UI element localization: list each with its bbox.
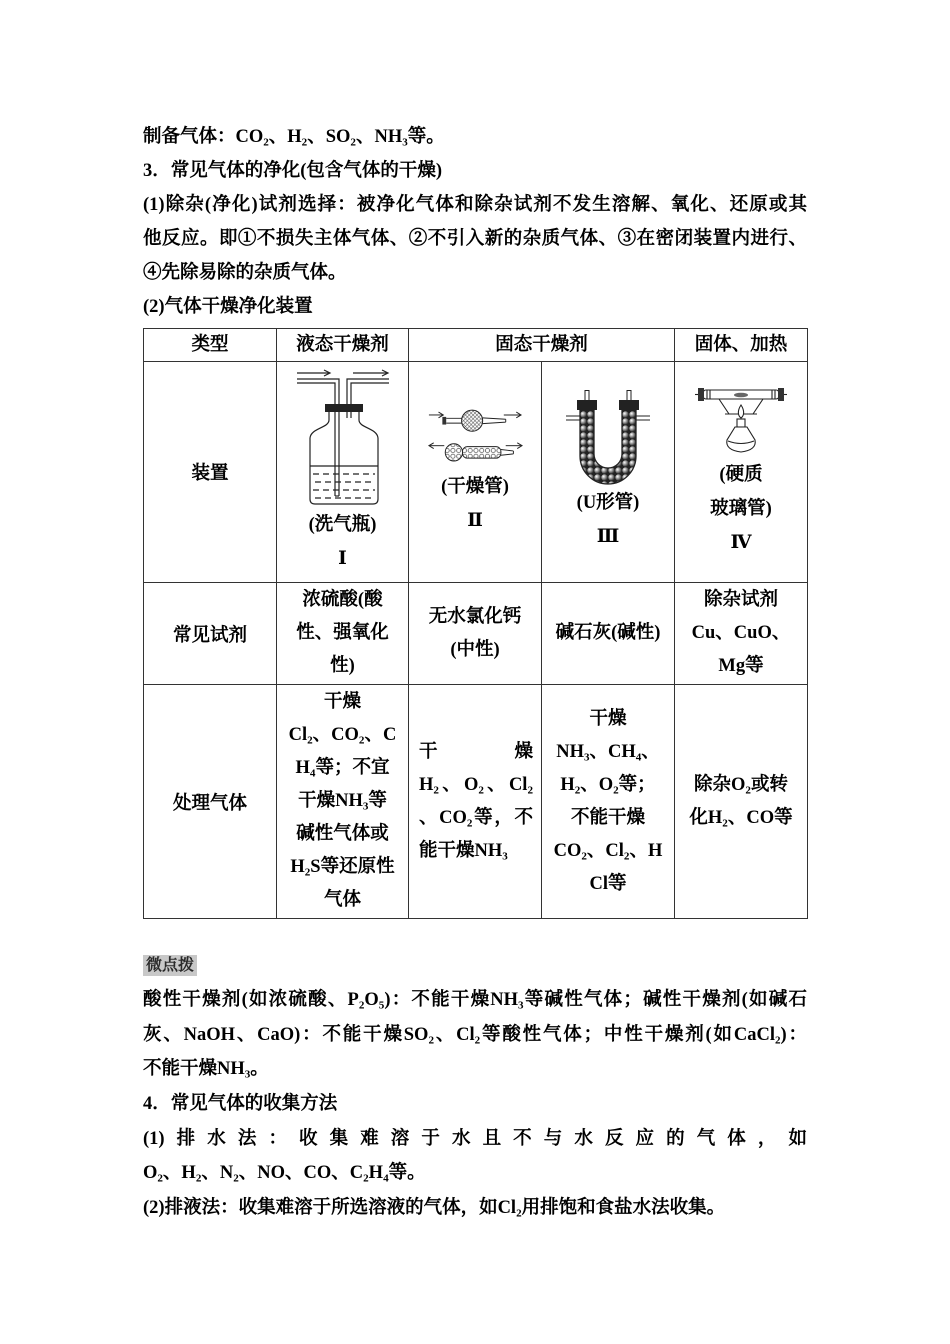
drying-tube-diagram bbox=[427, 406, 523, 470]
gases-solid-heating-line: 化H₂、CO等 bbox=[689, 807, 793, 828]
gases-liquid-line: 干燥 bbox=[323, 692, 361, 712]
gases-solid-basic-line: 干燥 bbox=[589, 708, 627, 729]
gases-solid-basic-line: NH₃、CH₄、 bbox=[556, 741, 660, 762]
gases-solid-basic-line: 不能干燥 bbox=[571, 807, 646, 828]
gases-liquid-line: H₄等；不宜 bbox=[295, 758, 390, 778]
reagent-solid-neutral-line: 无水氯化钙 bbox=[428, 606, 522, 627]
cell-hard-glass-tube bbox=[675, 362, 808, 583]
section-3-item-2: (2)气体干燥净化装置 bbox=[143, 297, 313, 317]
u-tube-diagram bbox=[566, 390, 650, 486]
cell-wash-bottle bbox=[277, 362, 409, 583]
header-type: 类型 bbox=[144, 329, 277, 362]
section-4-item-1-line-2: O₂、H₂、N₂、NO、CO、C₂H₄等。 bbox=[143, 1163, 426, 1184]
u-tube-numeral: Ⅲ bbox=[596, 527, 620, 547]
cell-gases-solid-neutral bbox=[409, 685, 542, 919]
u-tube-figure bbox=[546, 390, 670, 486]
gases-solid-neutral-line: 、CO₂等，不 bbox=[419, 807, 533, 828]
cell-reagent-solid-basic bbox=[542, 583, 675, 685]
reagent-liquid-line: 浓硫酸(酸 bbox=[302, 590, 383, 610]
gases-solid-heating-line: 除杂O₂或转 bbox=[694, 774, 788, 795]
hard-glass-tube-numeral: Ⅳ bbox=[730, 533, 752, 553]
wash-bottle-caption: (洗气瓶) bbox=[308, 515, 377, 535]
tip-badge: 微点拨 bbox=[143, 955, 197, 976]
cell-gases-solid-basic bbox=[542, 685, 675, 919]
gas-drying-apparatus-table bbox=[143, 328, 808, 919]
gases-liquid-line: 碱性气体或 bbox=[296, 824, 389, 844]
intro-line: 制备气体：CO₂、H₂、SO₂、NH₃等。 bbox=[143, 127, 445, 147]
cell-reagent-solid-neutral bbox=[409, 583, 542, 685]
table-header-row bbox=[144, 329, 808, 362]
table-row-apparatus bbox=[144, 362, 808, 583]
reagent-solid-basic-line: 碱石灰(碱性) bbox=[555, 623, 661, 643]
section-3-heading: 3．常见气体的净化(包含气体的干燥) bbox=[143, 161, 443, 181]
upper-text-section bbox=[143, 120, 807, 324]
cell-reagent-solid-heating bbox=[675, 583, 808, 685]
header-liquid-desiccant: 液态干燥剂 bbox=[277, 329, 409, 362]
section-3-item-1-line-2: 他反应。即①不损失主体气体、②不引入新的杂质气体、③在密闭装置内进行、 bbox=[143, 229, 807, 249]
row-label-apparatus: 装置 bbox=[144, 362, 277, 583]
section-4-heading: 4．常见气体的收集方法 bbox=[143, 1094, 338, 1115]
gases-solid-neutral-line: 能干燥NH₃ bbox=[419, 840, 508, 861]
section-3-item-1-line-3: ④先除易除的杂质气体。 bbox=[143, 263, 347, 283]
section-4-item-1-line-1: (1)排水法：收集难溶于水且不与水反应的气体，如 bbox=[143, 1128, 807, 1149]
cell-reagent-liquid bbox=[277, 583, 409, 685]
gases-solid-basic-line: H₂、O₂等； bbox=[560, 774, 656, 795]
gases-liquid-line: 气体 bbox=[323, 890, 361, 910]
wash-bottle-figure bbox=[281, 368, 404, 508]
row-label-gases: 处理气体 bbox=[144, 685, 277, 919]
gases-liquid-line: Cl₂、CO₂、C bbox=[288, 725, 397, 745]
hard-glass-tube-caption-line-2: 玻璃管) bbox=[710, 499, 772, 519]
drying-tube-numeral: Ⅱ bbox=[467, 511, 483, 531]
wash-bottle-numeral: Ⅰ bbox=[338, 549, 347, 569]
reagent-solid-neutral-line: (中性) bbox=[450, 639, 500, 660]
cell-gases-solid-heating bbox=[675, 685, 808, 919]
gases-solid-neutral-line: 干燥 bbox=[419, 741, 533, 762]
reagent-solid-heating-line: Cu、CuO、 bbox=[691, 623, 791, 643]
hard-glass-tube-caption-line-1: (硬质 bbox=[719, 465, 763, 485]
cell-gases-liquid bbox=[277, 685, 409, 919]
cell-drying-tube bbox=[409, 362, 542, 583]
gases-liquid-line: 干燥NH₃等 bbox=[298, 791, 387, 811]
reagent-solid-heating-line: Mg等 bbox=[718, 656, 764, 676]
header-solid-heating: 固体、加热 bbox=[675, 329, 808, 362]
section-4-item-2: (2)排液法：收集难溶于所选溶液的气体，如Cl₂用排饱和食盐水法收集。 bbox=[143, 1198, 726, 1219]
hard-glass-tube-figure bbox=[679, 384, 803, 458]
wash-bottle-diagram bbox=[293, 368, 393, 508]
reagent-solid-heating-line: 除杂试剂 bbox=[704, 590, 779, 610]
cell-u-tube bbox=[542, 362, 675, 583]
row-label-reagents: 常见试剂 bbox=[144, 583, 277, 685]
tip-line-2: 灰、NaOH、CaO)：不能干燥SO₂、Cl₂等酸性气体；中性干燥剂(如CaCl₂)： bbox=[143, 1024, 807, 1045]
table-row-gases bbox=[144, 685, 808, 919]
u-tube-caption: (U形管) bbox=[576, 493, 640, 513]
drying-tube-caption: (干燥管) bbox=[441, 477, 509, 497]
tip-line-1: 酸性干燥剂(如浓硫酸、P₂O₅)：不能干燥NH₃等碱性气体；碱性干燥剂(如碱石 bbox=[143, 990, 807, 1010]
tip-line-3: 不能干燥NH₃。 bbox=[143, 1059, 269, 1080]
table-row-reagents bbox=[144, 583, 808, 685]
lower-text-section bbox=[143, 983, 807, 1226]
header-solid-desiccant: 固态干燥剂 bbox=[409, 329, 675, 362]
section-3-item-1-line-1: (1)除杂(净化)试剂选择：被净化气体和除杂试剂不发生溶解、氧化、还原或其 bbox=[143, 195, 807, 215]
gases-liquid-line: H₂S等还原性 bbox=[290, 857, 395, 877]
reagent-liquid-line: 性、强氧化 bbox=[296, 623, 389, 643]
gases-solid-basic-line: CO₂、Cl₂、H bbox=[553, 840, 663, 861]
reagent-liquid-line: 性) bbox=[330, 656, 355, 676]
drying-tube-figure bbox=[413, 406, 537, 470]
gases-solid-basic-line: Cl等 bbox=[589, 873, 627, 894]
gases-solid-neutral-line: H₂、O₂、Cl₂ bbox=[419, 774, 533, 795]
hard-glass-tube-diagram bbox=[695, 384, 787, 458]
